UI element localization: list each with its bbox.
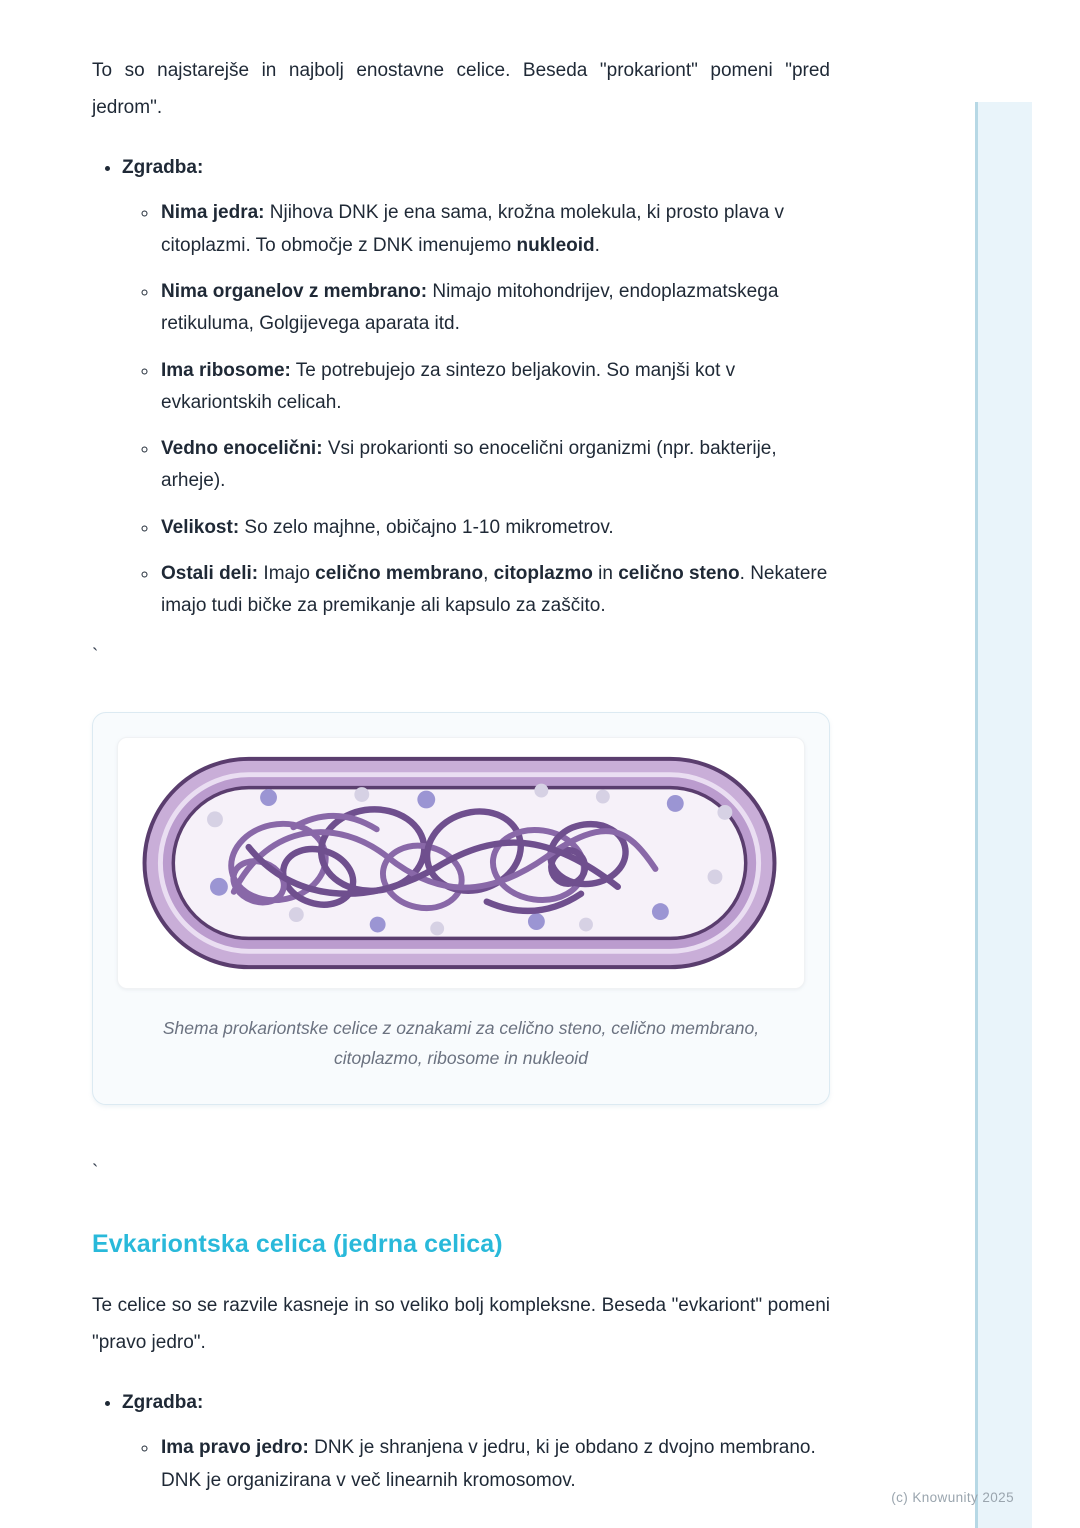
figure-image-panel: [117, 737, 805, 989]
prokaryote-cell-illustration: [118, 738, 804, 988]
figure-caption: Shema prokariontske celice z oznakami za celično steno, celično membrano, citoplazmo, ribosome in nukleoid: [162, 1017, 760, 1069]
eukaryote-section-heading: Evkariontska celica (jedrna celica): [92, 1229, 503, 1258]
document-page: [0, 52, 1080, 1528]
prokaryote-structure-list: [92, 152, 830, 623]
prokaryote-intro-paragraph: To so najstarejše in najbolj enostavne celice. Beseda "prokariont" pomeni "pred jedrom".: [92, 60, 830, 119]
knowunity-watermark: (c) Knowunity 2025: [891, 1490, 1014, 1505]
prokaryote-figure-card: [92, 712, 830, 1105]
structure-item-ostali-deli: ◦ Ostali deli: Imajo celično membrano, citoplazmo in celično steno. Nekatere imajo tudi bičke za premikanje ali kapsulo za zaščito.: [159, 558, 830, 623]
stray-backtick: `: [92, 645, 99, 667]
eukaryote-intro-paragraph: Te celice so se razvile kasneje in so veliko bolj kompleksne. Beseda "evkariont" pomeni "pravo jedro".: [92, 1294, 830, 1353]
right-accent-bar: [975, 102, 1032, 1528]
document-content: [92, 52, 830, 1497]
structure-item-nima-organelov: ◦ Nima organelov z membrano: Nimajo mitohondrijev, endoplazmatskega retikuluma, Golgijevega aparata itd.: [159, 276, 830, 341]
structure-item-velikost: ◦ Velikost: So zelo majhne, običajno 1-10 mikrometrov.: [159, 512, 830, 544]
eukaryote-structure-sublist: [122, 1432, 830, 1497]
list-title: Zgradba:: [122, 1392, 204, 1413]
structure-item-ima-ribosome: ◦ Ima ribosome: Te potrebujejo za sintezo beljakovin. So manjši kot v evkariontskih celicah.: [159, 355, 830, 420]
prokaryote-structure-sublist: [122, 197, 830, 622]
stray-backtick: `: [92, 1161, 99, 1183]
structure-list-root: [122, 1387, 830, 1497]
eukaryote-structure-list: [92, 1387, 830, 1497]
structure-list-root: [122, 152, 830, 623]
structure-item-nima-jedra: ◦ Nima jedra: Njihova DNK je ena sama, krožna molekula, ki prosto plava v citoplazmi. To območje z DNK imenujemo nukleoid.: [159, 197, 830, 262]
structure-item-vedno-enocelicni: ◦ Vedno enocelični: Vsi prokarionti so enocelični organizmi (npr. bakterije, arheje).: [159, 433, 830, 498]
structure-item-ima-pravo-jedro: ◦ Ima pravo jedro: DNK je shranjena v jedru, ki je obdano z dvojno membrano. DNK je organizirana v več linearnih kromosomov.: [159, 1432, 830, 1497]
list-title: Zgradba:: [122, 157, 204, 179]
